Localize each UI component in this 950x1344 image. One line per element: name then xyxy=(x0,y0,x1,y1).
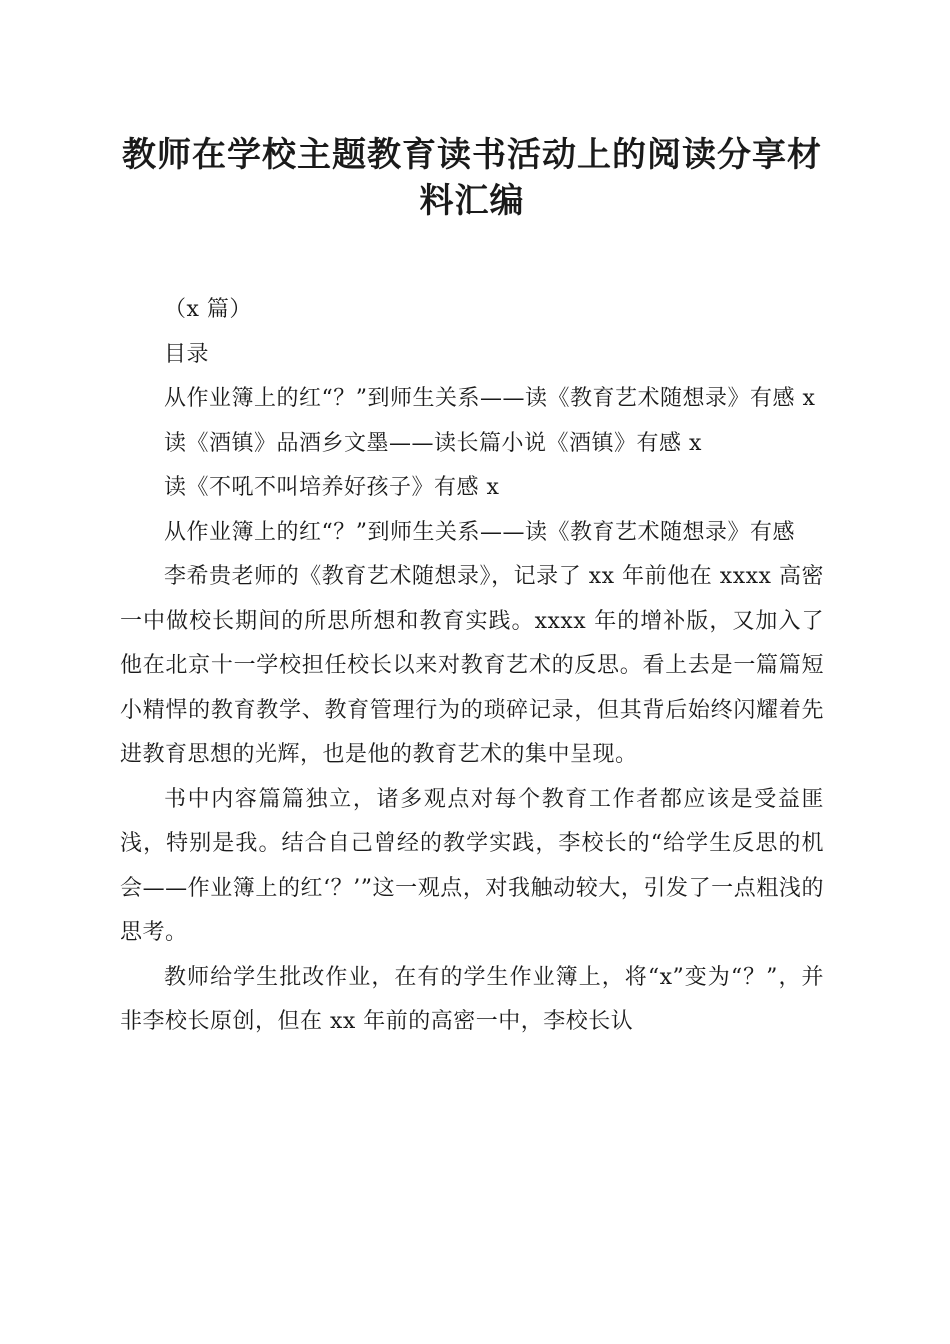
paragraph-count: （x 篇） xyxy=(164,297,252,322)
body-paragraph: 李希贵老师的《教育艺术随想录》，记录了 xx 年前他在 xxxx 高密一中做校长期间的所思所想和教育实践。xxxx 年的增补版，又加入了他在北京十一学校担任校长以来对教育艺术的反思。看上去是一篇篇短小精悍的教育教学、教育管理行为的琐碎记录，但其背后始终闪耀着先进教育思想的光辉，也是他的教育艺术的集中呈现。 xyxy=(120,564,824,767)
toc-item: 读《酒镇》品酒乡文墨——读长篇小说《酒镇》有感 x xyxy=(164,430,702,456)
toc-heading: 目录 xyxy=(164,341,210,367)
toc-item: 读《不吼不叫培养好孩子》有感 x xyxy=(164,475,500,500)
document-body xyxy=(120,288,824,1045)
document-title: 教师在学校主题教育读书活动上的阅读分享材料汇编 xyxy=(122,135,822,221)
section-heading: 从作业簿上的红“？”到师生关系——读《教育艺术随想录》有感 xyxy=(164,519,795,545)
body-paragraph: 书中内容篇篇独立，诸多观点对每个教育工作者都应该是受益匪浅，特别是我。结合自己曾经的教学实践，李校长的“给学生反思的机会——作业簿上的红‘？’”这一观点，对我触动较大，引发了一点粗浅的思考。 xyxy=(120,786,824,945)
body-paragraph: 教师给学生批改作业，在有的学生作业簿上，将“x”变为“？”，并非李校长原创，但在 xx 年前的高密一中，李校长认 xyxy=(120,964,824,1034)
document-page xyxy=(120,132,824,1045)
toc-item: 从作业簿上的红“？”到师生关系——读《教育艺术随想录》有感 x xyxy=(164,386,816,411)
